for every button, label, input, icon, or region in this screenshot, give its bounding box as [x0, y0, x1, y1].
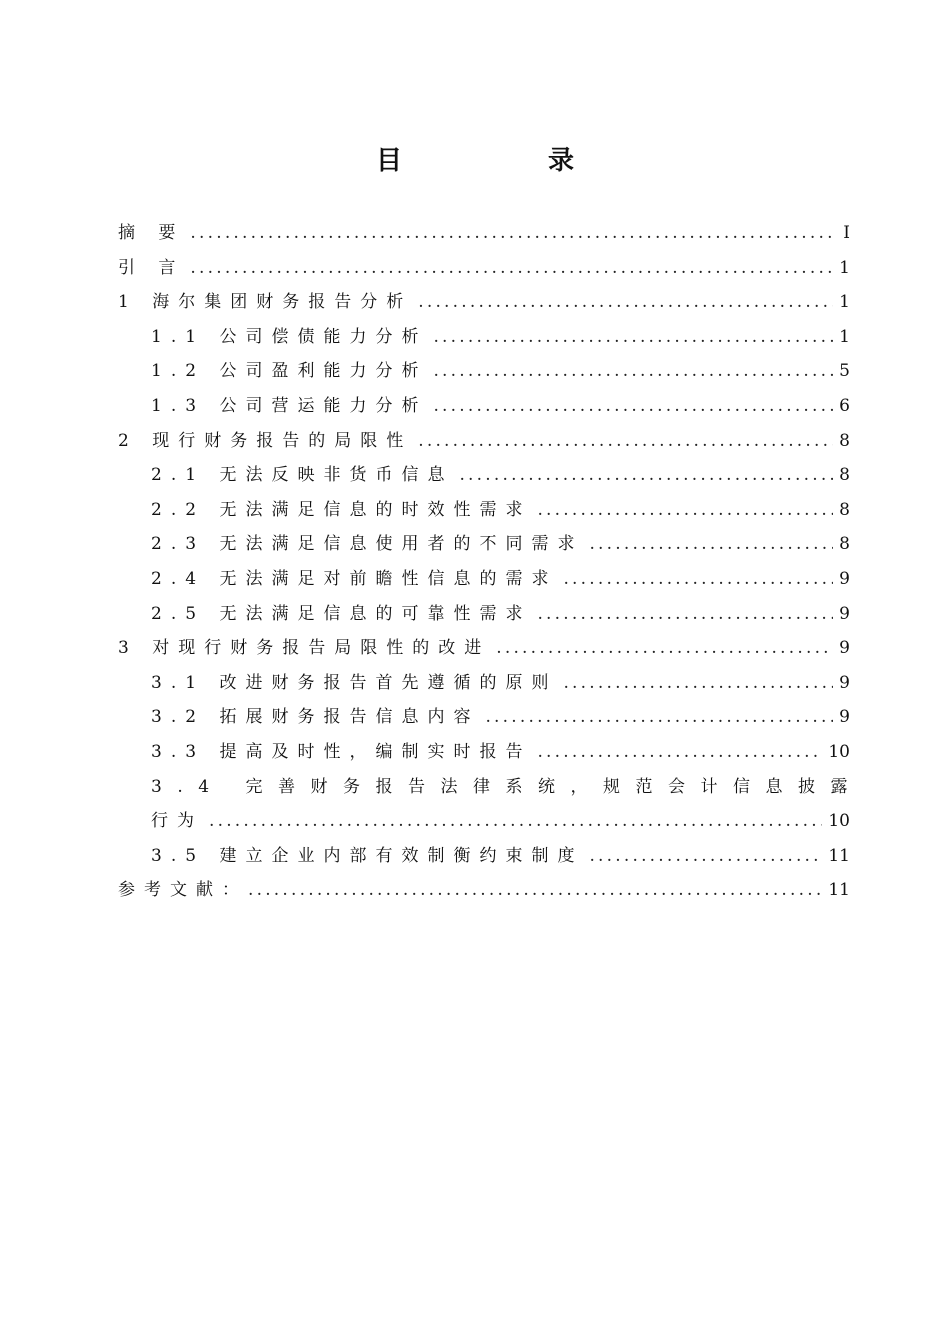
- toc-entry-2-4[interactable]: [118, 564, 850, 599]
- toc-entry-label: 3.3 提高及时性，编制实时报告: [151, 741, 532, 762]
- toc-entry-introduction[interactable]: [118, 253, 850, 288]
- toc-entry-label: 参考文献：: [118, 880, 248, 901]
- toc-entry-3-1[interactable]: [118, 668, 850, 703]
- toc-entry-page: 11: [828, 880, 850, 901]
- dot-leader: [589, 846, 822, 866]
- toc-entry-3-4[interactable]: [118, 772, 863, 807]
- toc-entry-label: 摘 要: [118, 223, 185, 243]
- dot-leader: [563, 569, 833, 589]
- toc-entry-page: 9: [839, 707, 850, 728]
- toc-entry-page: 1: [839, 326, 850, 347]
- toc-entry-page: 9: [839, 603, 850, 624]
- dot-leader: [563, 673, 833, 693]
- dot-leader: [190, 258, 833, 278]
- toc-entry-page: 5: [839, 361, 850, 382]
- toc-entry-label: 3.1 改进财务报告首先遵循的原则: [151, 672, 558, 693]
- toc-entry-label: 1.3 公司营运能力分析: [151, 395, 428, 416]
- toc-entry-label: 2.1 无法反映非货币信息: [151, 465, 454, 486]
- toc-entry-label: 3 对现行财务报告局限性的改进: [118, 638, 491, 659]
- toc-entry-2-5[interactable]: [118, 599, 850, 634]
- toc-entry-1-3[interactable]: [118, 391, 850, 426]
- toc-entry-3-2[interactable]: [118, 702, 850, 737]
- toc-entry-3-4-continued[interactable]: [118, 806, 850, 841]
- toc-entry-label: 行为: [151, 811, 203, 832]
- toc-entry-chapter-2[interactable]: [118, 426, 850, 461]
- dot-leader: [537, 604, 833, 624]
- toc-entry-page: 10: [828, 741, 850, 762]
- toc-entry-1-2[interactable]: [118, 356, 850, 391]
- toc-entry-label: 2 现行财务报告的局限性: [118, 430, 413, 451]
- toc-entry-label: 3.2 拓展财务报告信息内容: [151, 707, 480, 728]
- dot-leader: [418, 431, 833, 451]
- toc-entry-page: 9: [839, 672, 850, 693]
- toc-entry-page: 10: [828, 811, 850, 832]
- dot-leader: [418, 292, 833, 312]
- dot-leader: [433, 327, 833, 347]
- toc-entry-page: 1: [839, 292, 850, 313]
- dot-leader: [589, 534, 833, 554]
- toc-entry-2-1[interactable]: [118, 460, 850, 495]
- toc-entry-page: 8: [839, 534, 850, 555]
- dot-leader: [248, 880, 822, 900]
- toc-entry-page: 11: [828, 845, 850, 866]
- toc-entry-2-3[interactable]: [118, 529, 850, 564]
- toc-entry-page: 9: [839, 638, 850, 659]
- dot-leader: [433, 396, 833, 416]
- toc-entry-label: 2.4 无法满足对前瞻性信息的需求: [151, 568, 558, 589]
- dot-leader: [433, 361, 833, 381]
- dot-leader: [459, 465, 833, 485]
- toc-entry-page: 8: [839, 430, 850, 451]
- toc-entry-abstract[interactable]: [118, 218, 850, 253]
- toc-entry-page: 1: [839, 257, 850, 278]
- dot-leader: [209, 811, 822, 831]
- toc-entry-label: 1.1 公司偿债能力分析: [151, 326, 428, 347]
- toc-entry-label: 1.2 公司盈利能力分析: [151, 361, 428, 382]
- toc-entry-chapter-1[interactable]: [118, 287, 850, 322]
- toc-entry-label: 3.5 建立企业内部有效制衡约束制度: [151, 845, 584, 866]
- toc-entry-page: 6: [839, 395, 850, 416]
- toc-entry-3-3[interactable]: [118, 737, 850, 772]
- dot-leader: [485, 707, 833, 727]
- toc-entry-3-5[interactable]: [118, 841, 850, 876]
- toc-entry-label: 2.5 无法满足信息的可靠性需求: [151, 603, 532, 624]
- toc-entry-label: 1 海尔集团财务报告分析: [118, 292, 413, 313]
- dot-leader: [537, 742, 822, 762]
- dot-leader: [496, 638, 833, 658]
- toc-entry-1-1[interactable]: [118, 322, 850, 357]
- page-title: 目 录: [375, 146, 634, 176]
- toc-entry-page: 8: [839, 499, 850, 520]
- toc-entry-page: I: [843, 223, 850, 243]
- dot-leader: [190, 223, 834, 243]
- dot-leader: [537, 500, 833, 520]
- toc-entry-chapter-3[interactable]: [118, 633, 850, 668]
- toc-entry-references[interactable]: [118, 875, 850, 910]
- toc-entry-page: 8: [839, 465, 850, 486]
- toc-entry-label: 2.2 无法满足信息的时效性需求: [151, 499, 532, 520]
- toc-entry-label: 2.3 无法满足信息使用者的不同需求: [151, 534, 584, 555]
- toc-entry-2-2[interactable]: [118, 495, 850, 530]
- table-of-contents: [118, 218, 863, 910]
- toc-entry-label: 3.4 完善财务报告法律系统，规范会计信息披露: [151, 776, 863, 797]
- toc-entry-page: 9: [839, 568, 850, 589]
- toc-entry-label: 引 言: [118, 257, 185, 278]
